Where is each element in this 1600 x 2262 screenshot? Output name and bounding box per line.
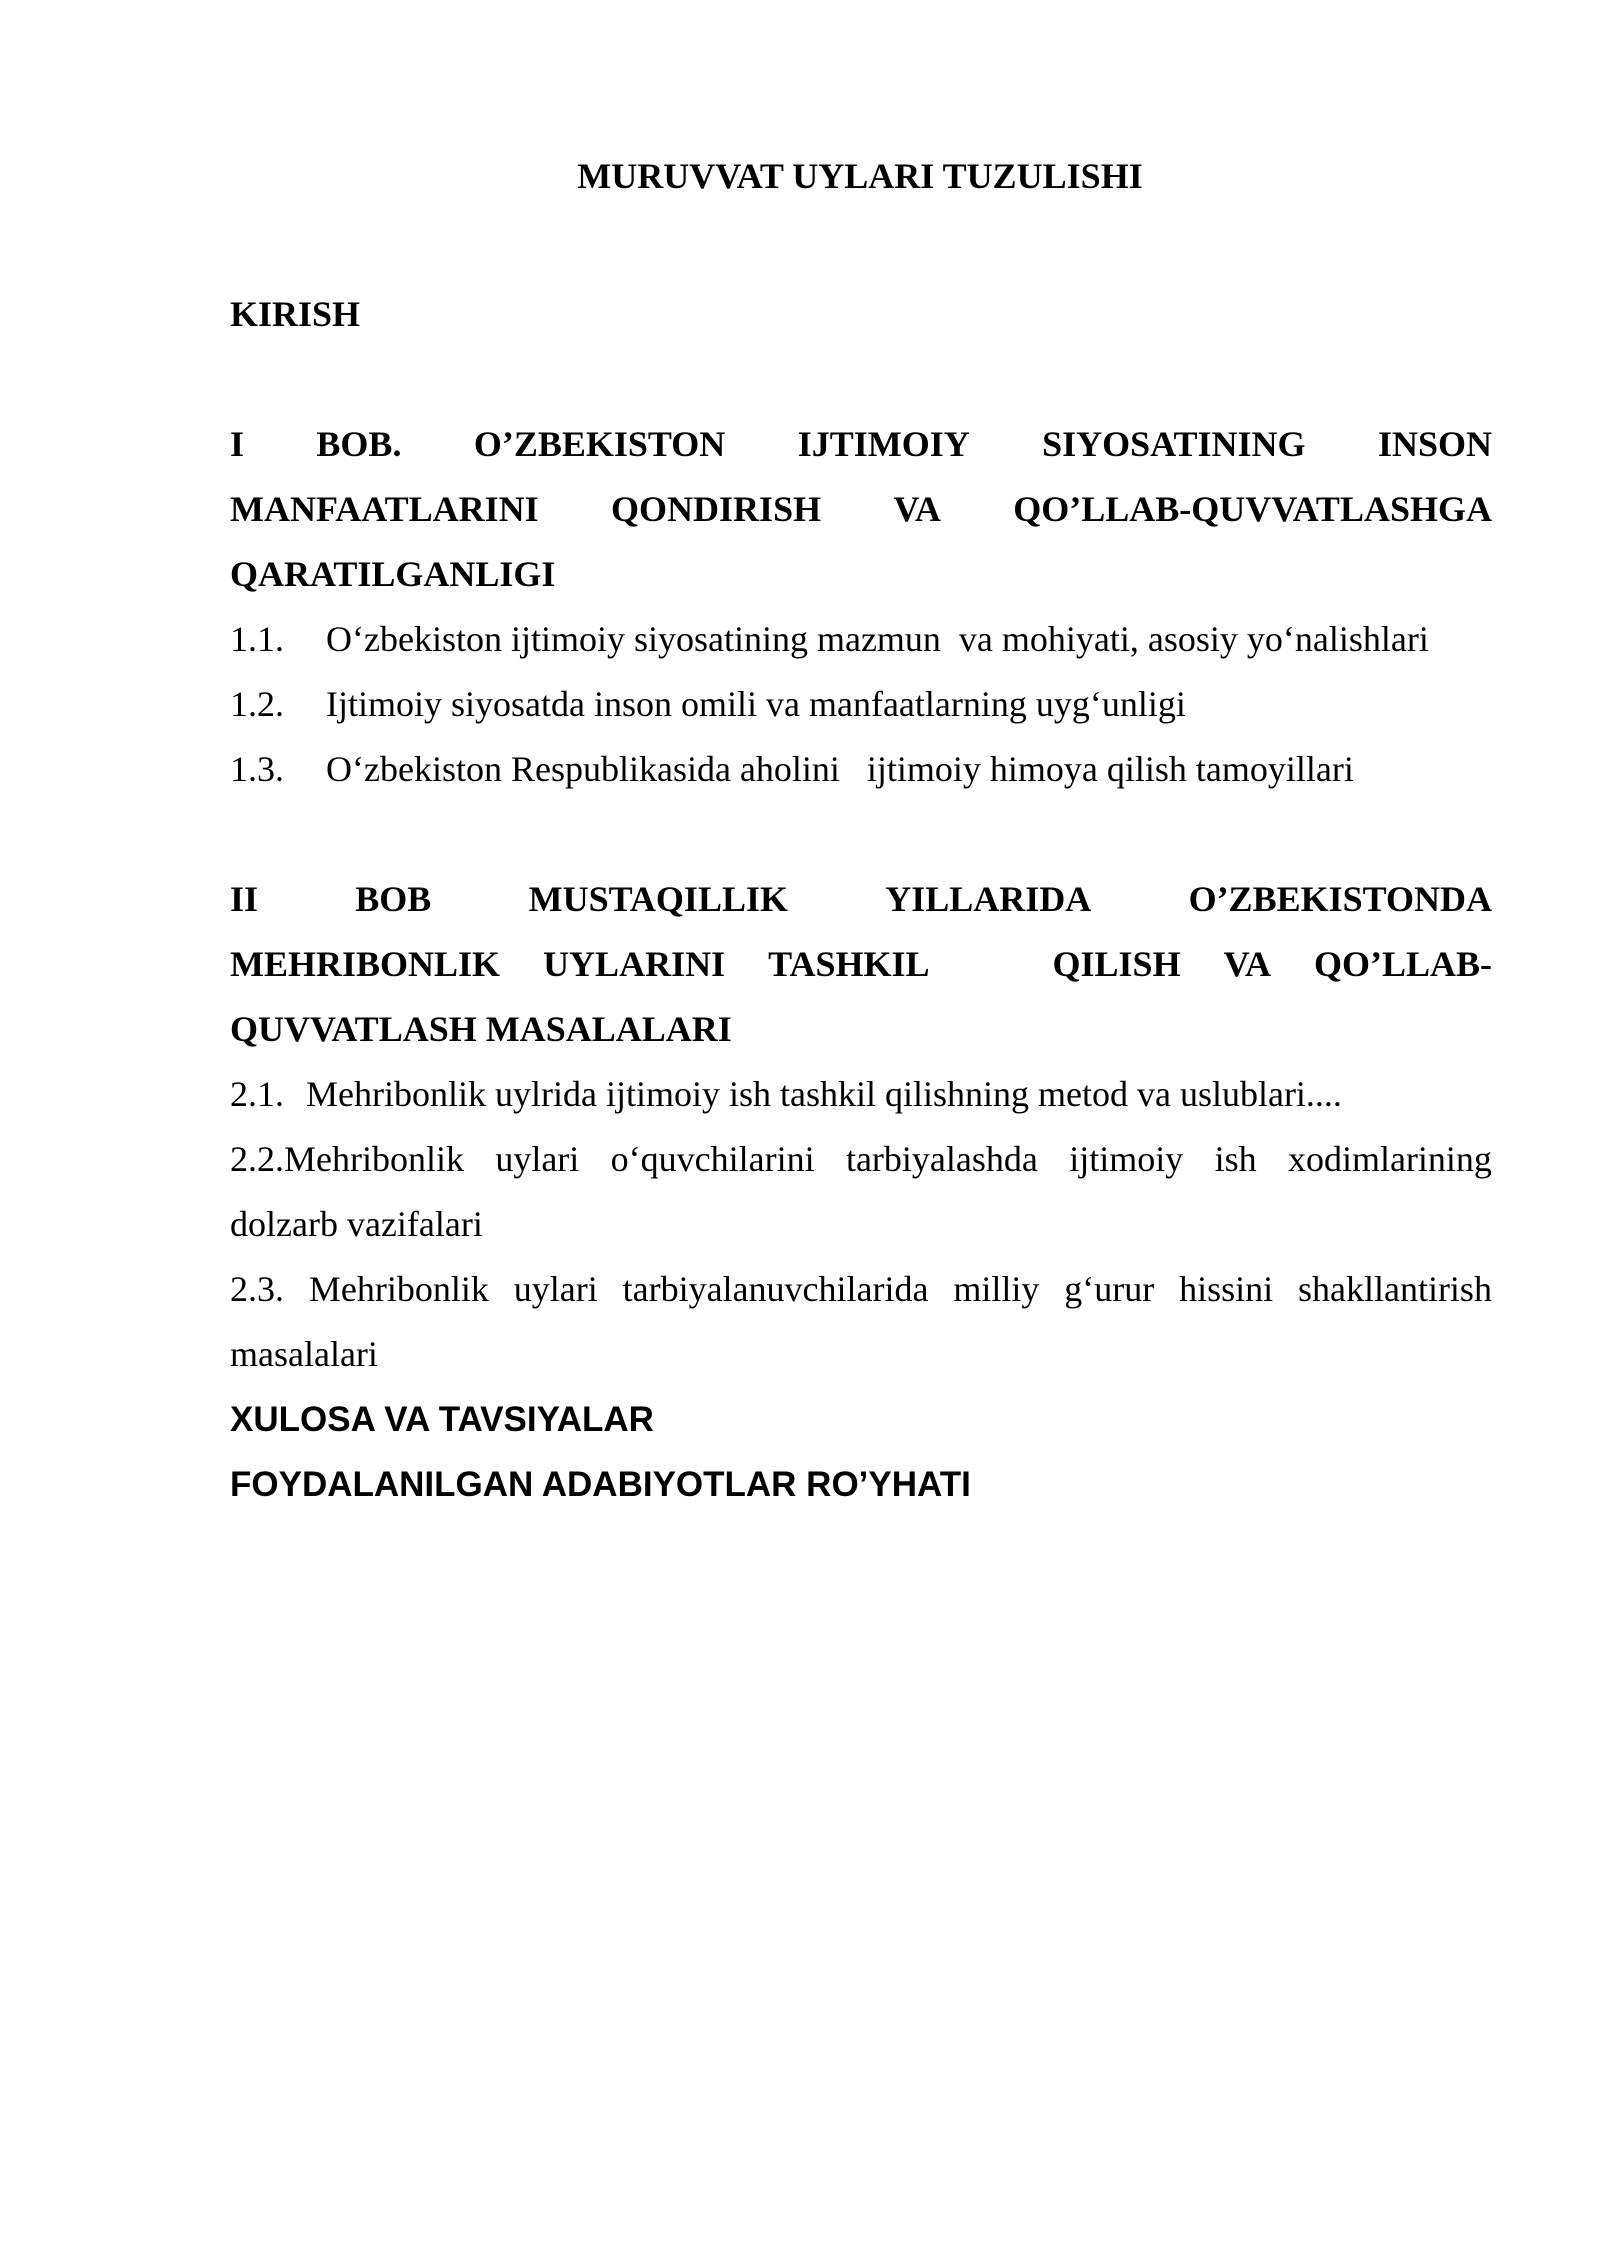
section-word: g‘urur (1064, 1269, 1155, 1309)
document-title: MURUVVAT UYLARI TUZULISHI (577, 156, 1143, 196)
references-heading: FOYDALANILGAN ADABIYOTLAR RO’YHATI (230, 1465, 971, 1504)
chapter2-word: VA (1223, 944, 1271, 984)
section-2-1 (230, 1062, 1492, 1127)
chapter1-word: IJTIMOIY (797, 424, 970, 464)
section-2-3-line1 (230, 1257, 1492, 1322)
spacer (230, 802, 1492, 867)
section-word: tarbiyalashda (845, 1139, 1038, 1179)
chapter2-heading-line1 (230, 867, 1492, 932)
section-word: 2.2.Mehribonlik (230, 1139, 464, 1179)
chapter1-word: BOB. (316, 424, 402, 464)
section-word: 2.3. (230, 1269, 284, 1309)
section-1-1 (230, 607, 1492, 672)
chapter2-word: II (230, 879, 259, 919)
chapter1-heading-line1 (230, 412, 1492, 477)
section-title: O‘zbekiston Respublikasida aholini ijtimoiy himoya qilish tamoyillari (326, 749, 1354, 789)
section-word: shakllantirish (1297, 1269, 1492, 1309)
chapter1-word: O’ZBEKISTON (473, 424, 726, 464)
section-1-2 (230, 672, 1492, 737)
chapter1-word: QO’LLAB-QUVVATLASHGA (1013, 489, 1492, 529)
chapter1-word: I (230, 424, 245, 464)
section-2-3-line2: masalalari (230, 1334, 378, 1374)
chapter2-word: BOB (355, 879, 432, 919)
section-word: tarbiyalanuvchilarida (622, 1269, 929, 1309)
section-title: Ijtimoiy siyosatda inson omili va manfaatlarning uyg‘unligi (326, 684, 1186, 724)
chapter2-word: QILISH (1052, 944, 1181, 984)
section-1-3 (230, 737, 1492, 802)
chapter1-word: SIYOSATINING (1042, 424, 1306, 464)
chapter1-word: INSON (1377, 424, 1492, 464)
section-word: uylari (513, 1269, 598, 1309)
spacer (230, 347, 1492, 412)
chapter2-word: YILLARIDA (885, 879, 1092, 919)
chapter2-heading-line3: QUVVATLASH MASALALARI (230, 1009, 732, 1049)
section-word: ish (1214, 1139, 1257, 1179)
section-word: milliy (953, 1269, 1040, 1309)
chapter2-word: UYLARINI (543, 944, 726, 984)
section-word: ijtimoiy (1069, 1139, 1184, 1179)
chapter1-heading-line3: QARATILGANLIGI (230, 554, 556, 594)
table-of-contents (230, 282, 1492, 1517)
section-title: Mehribonlik uylrida ijtimoiy ish tashkil qilishning metod va uslublari.... (306, 1074, 1342, 1114)
conclusion-heading: XULOSA VA TAVSIYALAR (230, 1400, 654, 1439)
section-word: o‘quvchilarini (610, 1139, 815, 1179)
section-number: 1.2. (230, 684, 284, 724)
chapter2-word: O’ZBEKISTONDA (1188, 879, 1492, 919)
section-2-2-line1 (230, 1127, 1492, 1192)
chapter2-word: MUSTAQILLIK (528, 879, 788, 919)
section-word: uylari (495, 1139, 580, 1179)
section-word: hissini (1179, 1269, 1274, 1309)
chapter1-heading-line2 (230, 477, 1492, 542)
section-number: 1.3. (230, 749, 284, 789)
section-number: 2.1. (230, 1074, 284, 1114)
section-title: O‘zbekiston ijtimoiy siyosatining mazmun va mohiyati, asosiy yo‘nalishlari (326, 619, 1429, 659)
section-2-2-line2: dolzarb vazifalari (230, 1204, 483, 1244)
section-word: xodimlarining (1287, 1139, 1492, 1179)
chapter2-word: MEHRIBONLIK (230, 944, 501, 984)
chapter1-word: MANFAATLARINI (230, 489, 539, 529)
section-number: 1.1. (230, 619, 284, 659)
intro-heading: KIRISH (230, 294, 361, 334)
chapter2-word: QO’LLAB- (1313, 944, 1492, 984)
chapter2-word: TASHKIL (768, 944, 930, 984)
chapter1-word: QONDIRISH (611, 489, 822, 529)
chapter2-heading-line2 (230, 932, 1492, 997)
section-word: Mehribonlik (308, 1269, 489, 1309)
chapter1-word: VA (893, 489, 941, 529)
